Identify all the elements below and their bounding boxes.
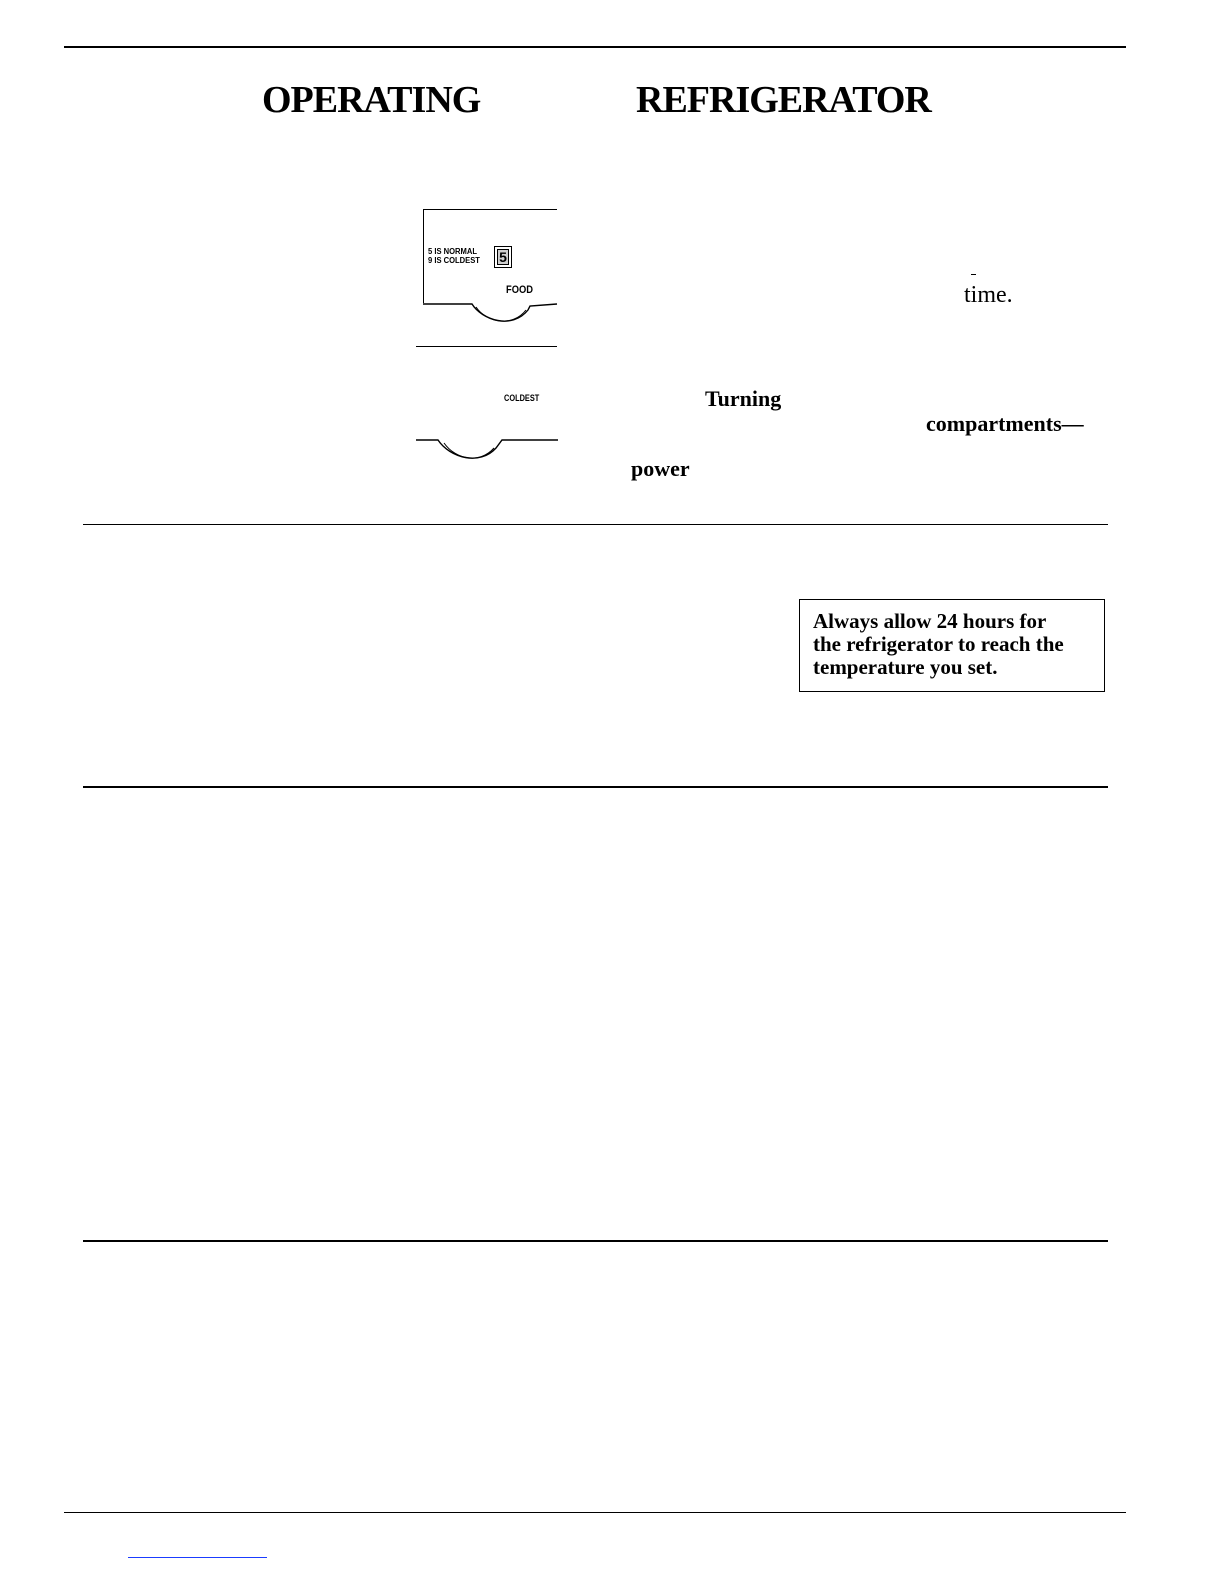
- section-rule-2: [83, 786, 1108, 788]
- dial-setting-value: 5: [497, 249, 509, 265]
- text-compartments: compartments—: [926, 411, 1084, 436]
- section-rule-3: [83, 1240, 1108, 1242]
- text-time: time.: [964, 282, 1013, 308]
- title-refrigerator: REFRIGERATOR: [636, 79, 931, 121]
- dial-food-label: FOOD: [506, 284, 534, 296]
- top-rule: [64, 46, 1126, 48]
- note-line-1: Always allow 24 hours for: [813, 609, 1047, 633]
- text-turning: Turning: [705, 386, 782, 411]
- freezer-dial-knob[interactable]: [414, 432, 560, 468]
- dial-legend-coldest: 9 IS COLDEST: [428, 256, 480, 265]
- link-underline[interactable]: [128, 1557, 267, 1558]
- fresh-food-dial-knob[interactable]: [420, 296, 560, 330]
- dial-legend-normal: 5 IS NORMAL: [428, 247, 477, 256]
- bottom-rule: [64, 1512, 1126, 1513]
- note-line-3: temperature you set.: [813, 655, 998, 679]
- text-time-mark: [971, 274, 976, 275]
- note-line-2: the refrigerator to reach the: [813, 632, 1064, 656]
- dial-frame-top: [423, 209, 557, 210]
- section-rule-1: [83, 524, 1108, 525]
- dial-frame-left: [423, 209, 424, 303]
- freezer-coldest-label: COLDEST: [504, 393, 540, 403]
- note-callout: [799, 599, 1105, 692]
- dial-divider: [416, 346, 557, 347]
- text-power: power: [631, 456, 690, 481]
- dial-setting-window: [494, 246, 512, 268]
- title-operating: OPERATING: [262, 79, 481, 121]
